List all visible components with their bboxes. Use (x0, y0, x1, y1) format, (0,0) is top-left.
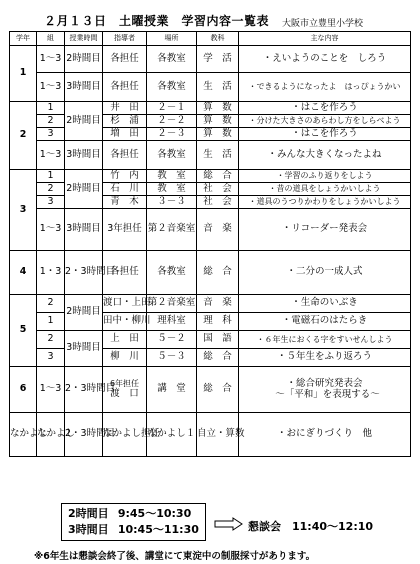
grade-cell: 1 (10, 46, 37, 102)
teacher-cell: 各担任 (103, 46, 147, 73)
place-cell: 各教室 (147, 141, 197, 170)
place-cell: 教 室 (147, 183, 197, 196)
place-cell: ３－３ (147, 196, 197, 209)
table-row (10, 141, 411, 170)
subject-cell: 音 楽 (197, 295, 239, 313)
period3-label: 3時間目 (68, 522, 109, 536)
teacher-cell: 田中・柳川 (103, 313, 147, 331)
subject-cell: 算 数 (197, 128, 239, 141)
subject-cell: 総 合 (197, 349, 239, 367)
grade-cell: なかよし (10, 413, 37, 457)
period-cell: 2・3時間目 (65, 367, 103, 413)
table-row (10, 251, 411, 295)
place-cell: 第２音楽室 (147, 209, 197, 251)
table-row (10, 209, 411, 251)
table-row (10, 170, 411, 183)
class-cell: 1〜3 (37, 141, 65, 170)
period3-time: 10:45〜11:30 (117, 522, 199, 536)
col-period: 授業時間 (65, 32, 103, 46)
content-cell: ・はこを作ろう (239, 102, 411, 115)
period-cell: 2時間目 (65, 102, 103, 141)
place-cell: 各教室 (147, 73, 197, 102)
assembly-time: 懇談会 11:40〜12:10 (248, 520, 374, 533)
teacher-cell: 各担任 (103, 73, 147, 102)
class-cell: 2 (37, 115, 65, 128)
class-cell: 1 (37, 313, 65, 331)
teacher-cell: なかよし担任 (103, 413, 147, 457)
period2-label: 2時間目 (68, 507, 109, 520)
header-row (10, 32, 411, 46)
class-cell: 1〜3 (37, 367, 65, 413)
class-cell: 2 (37, 183, 65, 196)
subject-cell: 社 会 (197, 196, 239, 209)
period-cell: 3時間目 (65, 141, 103, 170)
content-cell: ・リコーダー発表会 (239, 209, 411, 251)
schedule-table (9, 31, 411, 457)
period-cell: 2時間目 (65, 170, 103, 209)
content-cell: ・分けた大きさのあらわし方をしらべよう (239, 115, 411, 128)
subject-cell: 音 楽 (197, 209, 239, 251)
content-cell: ・みんな大きくなったよね (239, 141, 411, 170)
table-row (10, 331, 411, 349)
place-cell: 教 室 (147, 170, 197, 183)
class-cell: 1・3 (37, 251, 65, 295)
class-cell: 3 (37, 349, 65, 367)
grade-cell: 5 (10, 295, 37, 367)
place-cell: ５－３ (147, 349, 197, 367)
class-cell: 1 (37, 102, 65, 115)
grade-cell: 2 (10, 102, 37, 170)
class-cell: 2 (37, 331, 65, 349)
period-cell: 3時間目 (65, 331, 103, 367)
content-cell: ・昔の道具をしょうかいしよう (239, 183, 411, 196)
teacher-cell: 柳 川 (103, 349, 147, 367)
grade-cell: 4 (10, 251, 37, 295)
subject-cell: 総 合 (197, 170, 239, 183)
page-title: ２月１３日 土曜授業 学習内容一覧表 (44, 14, 270, 28)
class-cell: 3 (37, 196, 65, 209)
content-cell: ・できるようになったよ はっぴょうかい (239, 73, 411, 102)
place-cell: 第２音楽室 (147, 295, 197, 313)
teacher-line: 渡 口 (110, 387, 139, 399)
subject-cell: 生 活 (197, 141, 239, 170)
period3-time-row (68, 522, 199, 538)
teacher-cell: 3年担任 (103, 209, 147, 251)
content-cell: ・道具のうつりかわりをしょうかいしよう (239, 196, 411, 209)
class-cell: 1〜3 (37, 73, 65, 102)
content-cell (239, 367, 411, 413)
teacher-cell: 竹 内 (103, 170, 147, 183)
subject-cell: 国 語 (197, 331, 239, 349)
col-grade: 学年 (10, 32, 37, 46)
class-cell: 1 (37, 170, 65, 183)
class-cell: 3 (37, 128, 65, 141)
teacher-cell: 各担任 (103, 251, 147, 295)
content-cell: ・二分の一成人式 (239, 251, 411, 295)
subject-cell: 理 科 (197, 313, 239, 331)
school-name: 大阪市立豊里小学校 (282, 19, 364, 29)
content-cell: ・６年生におくる字をすいせんしよう (239, 331, 411, 349)
arrow-right-icon (214, 517, 244, 531)
class-cell: 1〜3 (37, 209, 65, 251)
col-class: 組 (37, 32, 65, 46)
period-times-box (61, 503, 206, 541)
content-cell: ・はこを作ろう (239, 128, 411, 141)
subject-cell: 総 合 (197, 367, 239, 413)
grade-cell: 3 (10, 170, 37, 251)
teacher-line: 6年担任 (109, 379, 140, 389)
teacher-cell: 各担任 (103, 141, 147, 170)
period-cell: 2・3時間目 (65, 413, 103, 457)
table-row (10, 46, 411, 73)
table-row (10, 367, 411, 413)
grade-cell: 6 (10, 367, 37, 413)
subject-cell: 算 数 (197, 115, 239, 128)
subject-cell: 算 数 (197, 102, 239, 115)
table-row (10, 102, 411, 115)
place-cell: なかよし１ (147, 413, 197, 457)
place-cell: 講 堂 (147, 367, 197, 413)
place-cell: ２－１ (147, 102, 197, 115)
period-cell: 3時間目 (65, 73, 103, 102)
content-cell: ・５年生をふり返ろう (239, 349, 411, 367)
period2-time: 9:45〜10:30 (117, 507, 192, 520)
content-cell: ・おにぎりづくり 他 (239, 413, 411, 457)
subject-cell: 学 活 (197, 46, 239, 73)
period-cell: 3時間目 (65, 209, 103, 251)
table-row (10, 295, 411, 313)
teacher-cell: 増 田 (103, 128, 147, 141)
subject-cell: 自立・算数 (197, 413, 239, 457)
place-cell: ５－２ (147, 331, 197, 349)
subject-cell: 社 会 (197, 183, 239, 196)
teacher-cell: 上 田 (103, 331, 147, 349)
content-cell: ・生命のいぶき (239, 295, 411, 313)
period-cell: 2時間目 (65, 295, 103, 331)
content-cell: ・えいようのことを しろう (239, 46, 411, 73)
period-cell: 2時間目 (65, 46, 103, 73)
teacher-cell: 青 木 (103, 196, 147, 209)
col-teacher: 指導者 (103, 32, 147, 46)
teacher-cell: 渡口・上田 (103, 295, 147, 313)
footnote: ※6年生は懇談会終了後、講堂にて東淀中の制服採寸があります。 (34, 551, 316, 562)
content-cell: ・学習のふり返りをしよう (239, 170, 411, 183)
content-line: 〜「平和」を表現する〜 (275, 388, 380, 400)
subject-cell: 総 合 (197, 251, 239, 295)
teacher-cell: 杉 浦 (103, 115, 147, 128)
col-subject: 教科 (197, 32, 239, 46)
content-line: ・総合研究発表会 (286, 377, 363, 389)
place-cell: ２－３ (147, 128, 197, 141)
col-place: 場所 (147, 32, 197, 46)
place-cell: 各教室 (147, 251, 197, 295)
class-cell: 1〜3 (37, 46, 65, 73)
period2-time-row (68, 506, 199, 522)
place-cell: ２－２ (147, 115, 197, 128)
col-content: 主な内容 (239, 32, 411, 46)
period-cell: 2・3時間目 (65, 251, 103, 295)
subject-cell: 生 活 (197, 73, 239, 102)
place-cell: 各教室 (147, 46, 197, 73)
teacher-cell: 井 田 (103, 102, 147, 115)
place-cell: 理科室 (147, 313, 197, 331)
table-row (10, 413, 411, 457)
class-cell: なかよし (37, 413, 65, 457)
content-cell: ・電磁石のはたらき (239, 313, 411, 331)
class-cell: 2 (37, 295, 65, 313)
teacher-cell: 石 川 (103, 183, 147, 196)
table-row (10, 73, 411, 102)
